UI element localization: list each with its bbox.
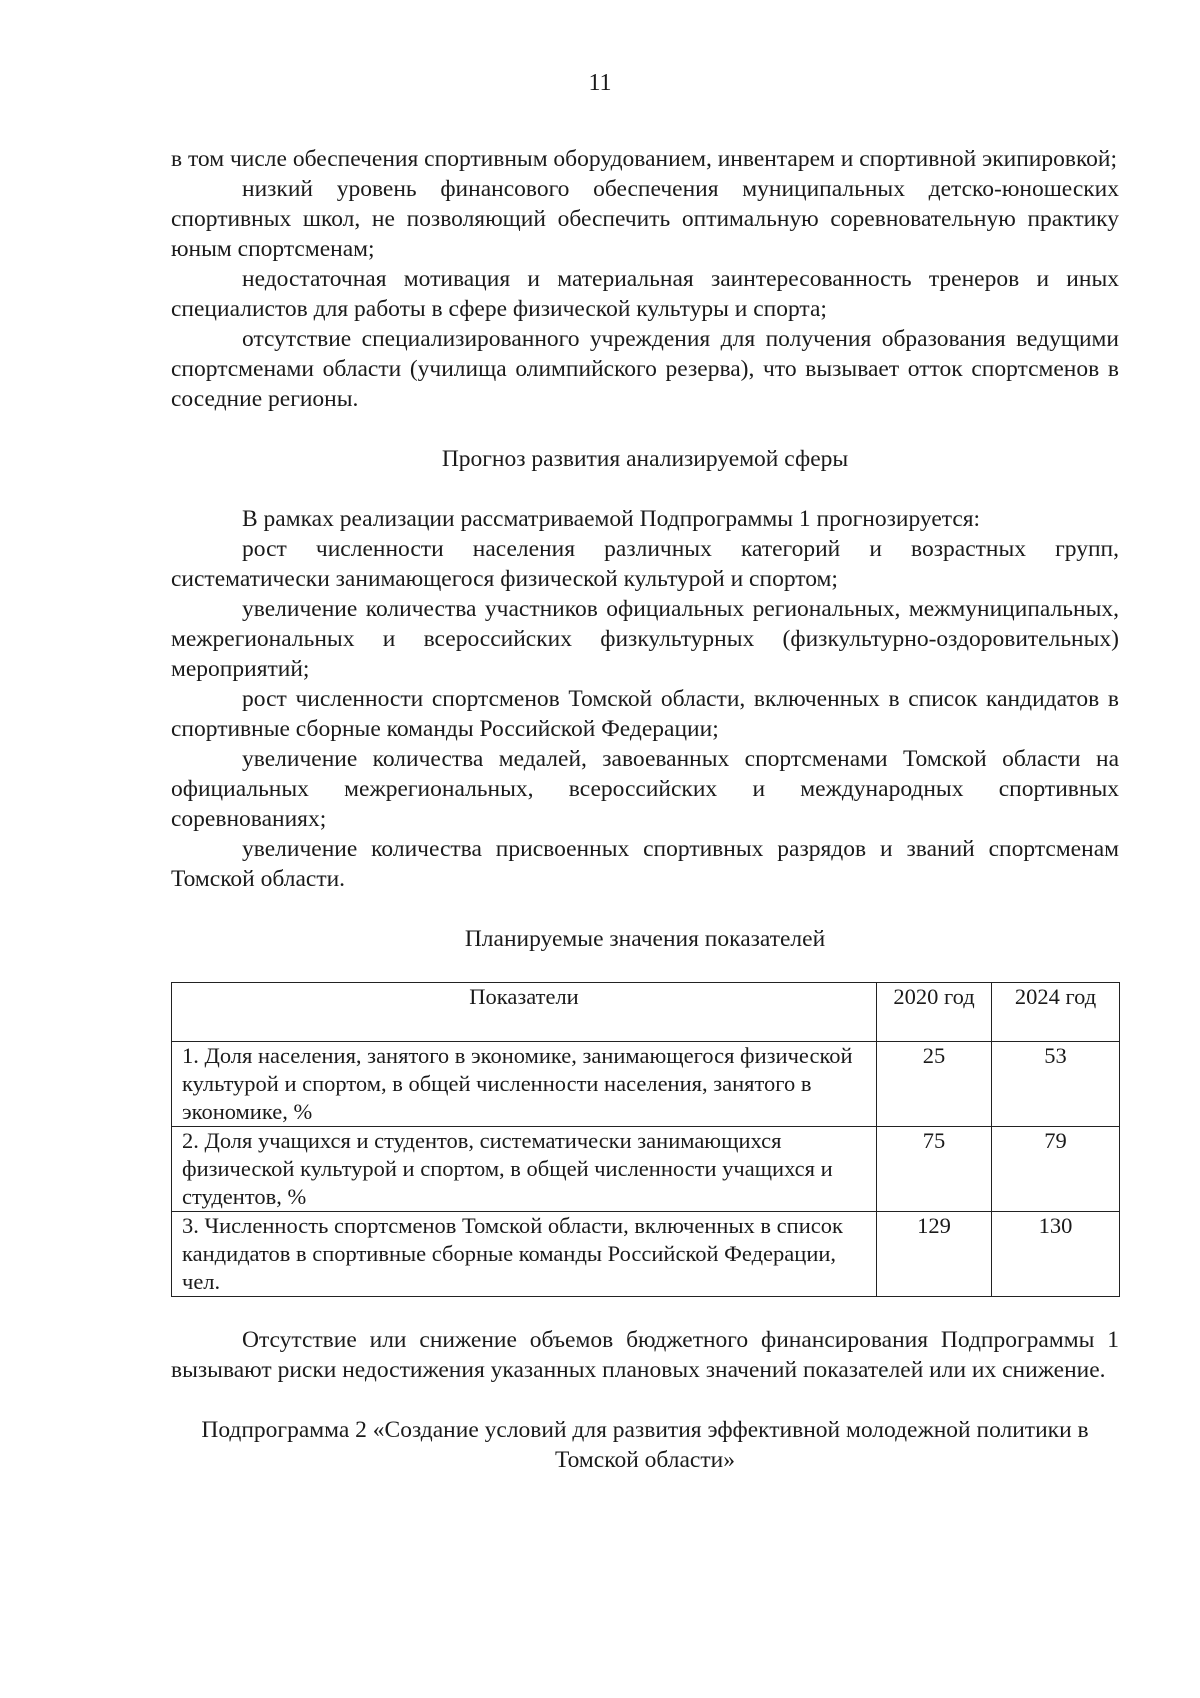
paragraph-funding-level: низкий уровень финансового обеспечения муниципальных детско-юношеских спортивных школ, не позволяющий обеспечить оптимальную соревновательную практику юным спортсменам; — [171, 176, 1119, 262]
indicator-cell: 1. Доля населения, занятого в экономике, занимающегося физической культурой и спортом, в общей численности населения, занятого в экономике, % — [172, 1042, 877, 1127]
value-2024-cell: 130 — [992, 1212, 1120, 1297]
forecast-item-participants: увеличение количества участников официальных региональных, межмуниципальных, межрегиональных и всероссийских физкультурных (физкультурно-оздоровительных) мероприятий; — [171, 596, 1119, 682]
indicator-cell: 3. Численность спортсменов Томской области, включенных в список кандидатов в спортивные сборные команды Российской Федерации, чел. — [172, 1212, 877, 1297]
table-header-row — [172, 983, 1120, 1042]
paragraph-motivation: недостаточная мотивация и материальная заинтересованность тренеров и иных специалистов для работы в сфере физической культуры и спорта; — [171, 266, 1119, 322]
page-number: 11 — [588, 70, 612, 96]
paragraph-olympic-school: отсутствие специализированного учреждения для получения образования ведущими спортсменами области (училища олимпийского резерва), что вызывает отток спортсменов в соседние регионы. — [171, 326, 1119, 412]
header-indicators: Показатели — [172, 983, 877, 1042]
value-2024-cell: 79 — [992, 1127, 1120, 1212]
forecast-item-medals: увеличение количества медалей, завоеванных спортсменами Томской области на официальных межрегиональных, всероссийских и международных спортивных соревнованиях; — [171, 746, 1119, 832]
paragraph-equipment: в том числе обеспечения спортивным оборудованием, инвентарем и спортивной экипировкой; — [171, 146, 1118, 172]
header-year-2024: 2024 год — [992, 983, 1120, 1042]
document-body — [171, 144, 1119, 1475]
indicator-cell: 2. Доля учащихся и студентов, систематически занимающихся физической культурой и спортом, в общей численности учащихся и студентов, % — [172, 1127, 877, 1212]
subprogram-2-heading: Подпрограмма 2 «Создание условий для развития эффективной молодежной политики в Томской области» — [201, 1417, 1089, 1473]
table-row — [172, 1127, 1120, 1212]
header-year-2020: 2020 год — [877, 983, 992, 1042]
forecast-item-candidates: рост численности спортсменов Томской области, включенных в список кандидатов в спортивные сборные команды Российской Федерации; — [171, 686, 1119, 742]
table-title: Планируемые значения показателей — [464, 926, 826, 952]
forecast-intro: В рамках реализации рассматриваемой Подпрограммы 1 прогнозируется: — [242, 506, 981, 532]
value-2020-cell: 75 — [877, 1127, 992, 1212]
value-2020-cell: 129 — [877, 1212, 992, 1297]
indicators-table — [171, 982, 1120, 1297]
table-row — [172, 1212, 1120, 1297]
forecast-item-ranks: увеличение количества присвоенных спортивных разрядов и званий спортсменам Томской области. — [171, 836, 1119, 892]
paragraph-risks: Отсутствие или снижение объемов бюджетного финансирования Подпрограммы 1 вызывают риски недостижения указанных плановых значений показателей или их снижение. — [171, 1327, 1119, 1383]
table-row — [172, 1042, 1120, 1127]
forecast-heading: Прогноз развития анализируемой сферы — [441, 446, 849, 472]
forecast-item-population: рост численности населения различных категорий и возрастных групп, систематически занимающегося физической культурой и спортом; — [171, 536, 1119, 592]
value-2024-cell: 53 — [992, 1042, 1120, 1127]
value-2020-cell: 25 — [877, 1042, 992, 1127]
